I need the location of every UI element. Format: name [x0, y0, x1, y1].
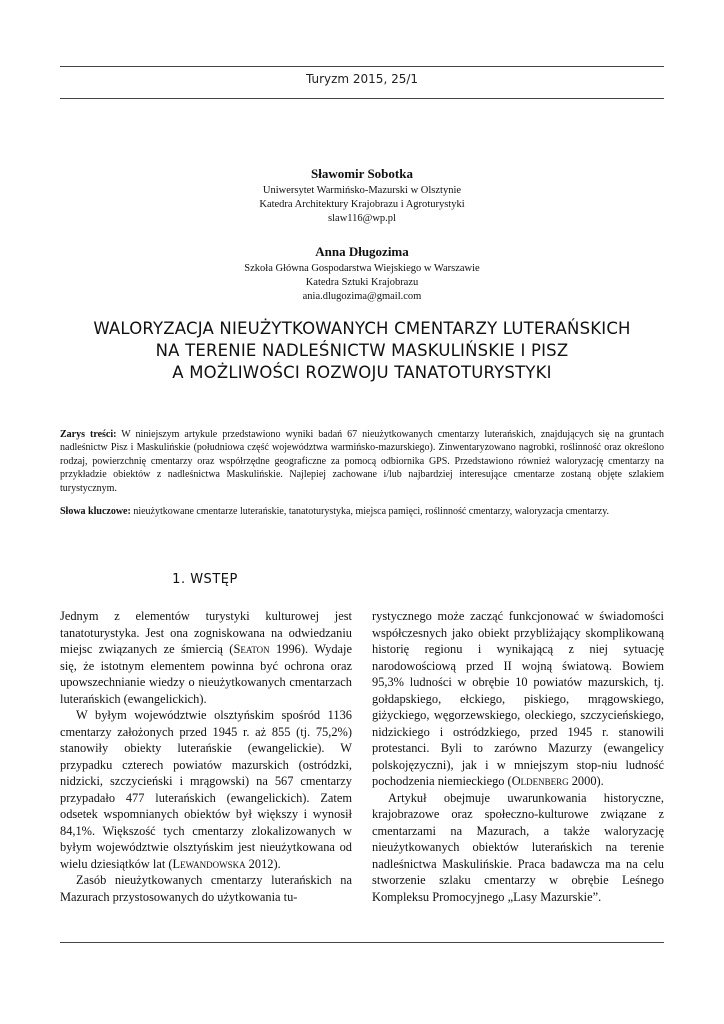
author-1	[60, 166, 664, 226]
citation: Seaton	[233, 642, 270, 656]
paragraph-text: rystycznego może zacząć funkcjonować w świadomości współczesnych jako obiekt przybliżający skomplikowaną historię regionu i wynikającą z niej sytuację narodowościową przed II wojną światową. Bowiem 95,3% ludności w obrębie 10 powiatów mazurskich, tj. gołdapskiego, ełckiego, piskiego, mrągowskiego, giżyckiego, węgorzewskiego, oleckiego, szczycieńskiego, nidzickiego i ostródzkiego, przed 1945 r. stanowili protestanci. Byli to zarówno Mazurzy (ewangelicy polskojęzyczni), jak i w mniejszym stop-niu ludność pochodzenia niemieckiego (	[372, 609, 664, 788]
left-column	[60, 608, 352, 905]
running-header: Turyzm 2015, 25/1	[305, 72, 419, 86]
paragraph	[60, 707, 352, 872]
paragraph-text: 1996). Wydaje się, że istotnym elementem powinna być ochrona oraz upowszechnianie wiedzy o nieużytkowanych cmentarzach luterańskich (ewangelickich).	[60, 642, 352, 706]
paragraph	[372, 608, 664, 790]
paragraph-text: Jednym z elementów turystyki kulturowej jest tanatoturystyka. Jest ona zogniskowana na odwiedzaniu miejsc związanych ze śmiercią (	[60, 609, 352, 656]
keywords-text: nieużytkowane cmentarze luterańskie, tanatoturystyka, miejsca pamięci, roślinność cmentarzy, waloryzacja cmentarzy.	[130, 506, 610, 517]
right-column	[372, 608, 664, 905]
abstract-label: Zarys treści:	[60, 429, 117, 440]
abstract	[60, 428, 664, 495]
abstract-text: W niniejszym artykule przedstawiono wyniki badań 67 nieużytkowanych cmentarzy luterańskich, znajdujących się na gruntach nadleśnictw Pisz i Maskulińskie (południowa część województwa warmińsko-mazurskiego). Zinwentaryzowano nagrobki, roślinność oraz określono rodzaj, powierzchnię cmentarzy oraz współrzędne geograficzne za pomocą odbiornika GPS. Przedstawiono również waloryzację cmentarzy na przykładzie obiektów z nadleśnictwa Maskulińskie. Najlepiej zachowane i/lub najbardziej interesujące cmentarze zostaną objęte szlakiem turystycznym.	[60, 429, 664, 494]
footer-rule	[60, 942, 664, 943]
author-affiliation: Uniwersytet Warmińsko-Mazurski w Olsztynie	[262, 185, 462, 196]
title-line: NA TERENIE NADLEŚNICTW MASKULIŃSKIE I PISZ	[155, 341, 569, 360]
author-department: Katedra Sztuki Krajobrazu	[305, 277, 419, 288]
paragraph-text: 2000).	[568, 774, 604, 788]
author-department: Katedra Architektury Krajobrazu i Agroturystyki	[259, 199, 465, 210]
paragraph	[372, 790, 664, 906]
keywords-label: Słowa kluczowe:	[60, 506, 131, 517]
author-affiliation: Szkoła Główna Gospodarstwa Wiejskiego w Warszawie	[244, 263, 480, 274]
paragraph	[60, 608, 352, 707]
paragraph-text: Artykuł obejmuje uwarunkowania historyczne, krajobrazowe oraz społeczno-kulturowe związane z cmentarzami na Mazurach, a także waloryzację nieużytkowanych obiektów luterańskich na terenie nadleśnictwa Maskulińskie. Praca badawcza ma na celu stworzenie szlaku cmentarzy w obrębie Leśnego Kompleksu Promocyjnego „Lasy Mazurskie”.	[372, 790, 664, 904]
title-line: WALORYZACJA NIEUŻYTKOWANYCH CMENTARZY LUTERAŃSKICH	[93, 319, 631, 338]
author-email: ania.dlugozima@gmail.com	[302, 291, 422, 302]
citation: Oldenberg	[511, 774, 569, 788]
paragraph-text: W byłym województwie olsztyńskim spośród 1136 cmentarzy założonych przed 1945 r. aż 855 (tj. 75,2%) stanowiły obiekty luterańskie (ewangelickie). W przypadku czterech powiatów mazurskich (ostródzki, nidzicki, szczycieński i mrągowski) na 567 cmentarzy przypadało 477 luterańskich (ewangelickich). Zatem odsetek wspomnianych obiektów był większy i wynosił 84,1%. Większość tych cmentarzy zlokalizowanych w byłym województwie olsztyńskim jest nieużytkowana od wielu dziesiątków lat (	[60, 708, 352, 871]
author-name: Anna Długozima	[315, 244, 409, 259]
keywords	[60, 505, 664, 518]
paragraph-text: 2012).	[245, 856, 281, 871]
author-email: slaw116@wp.pl	[328, 213, 396, 224]
title-line: A MOŻLIWOŚCI ROZWOJU TANATOTURYSTYKI	[172, 363, 552, 382]
paragraph	[60, 872, 352, 905]
header-rule-bottom	[60, 98, 664, 99]
paper-title	[60, 318, 664, 384]
citation: Lewandowska	[172, 856, 246, 871]
author-2	[60, 244, 664, 304]
header-rule-top	[60, 66, 664, 67]
author-name: Sławomir Sobotka	[311, 166, 413, 181]
paragraph-text: Zasób nieużytkowanych cmentarzy luterańskich na Mazurach przystosowanych do użytkowania tu-	[60, 873, 352, 904]
section-heading: 1. WSTĘP	[172, 572, 238, 587]
authors-block	[60, 166, 664, 322]
